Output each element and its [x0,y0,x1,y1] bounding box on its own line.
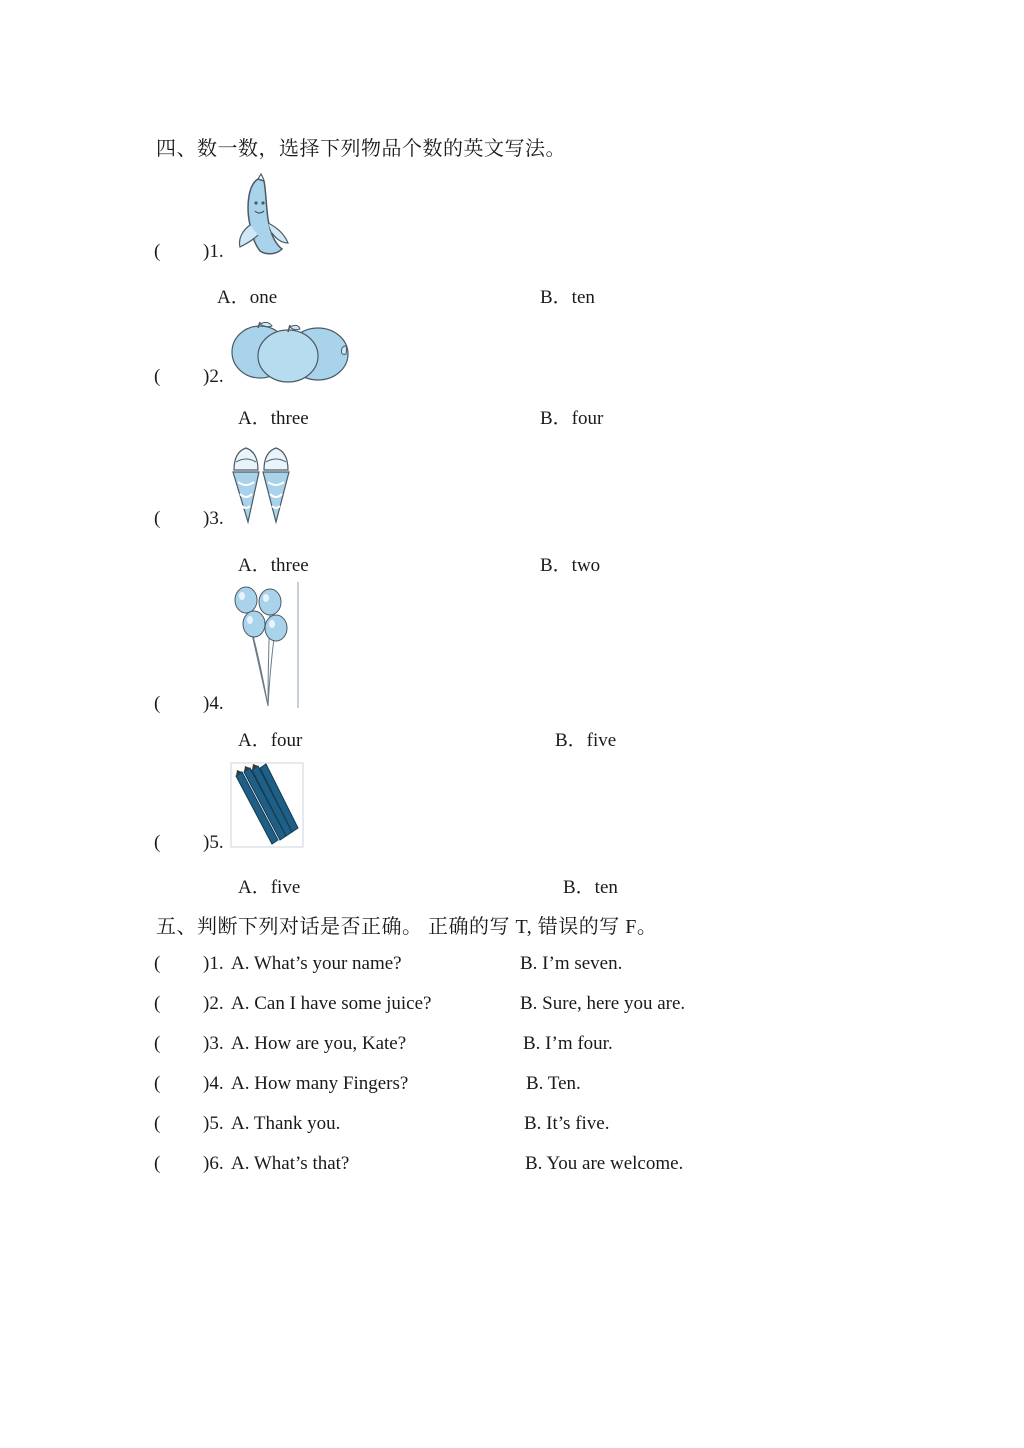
dialogue-a: A. What’s your name? [231,953,402,974]
answer-blank[interactable]: ( [154,508,161,529]
question-number: )2. [203,366,224,387]
dialogue-a: A. How are you, Kate? [231,1033,407,1054]
option-a[interactable]: A．one [217,287,278,308]
row-number: )4. [203,1073,224,1094]
ice-creams-icon [230,444,296,526]
dialogue-a: A. How many Fingers? [231,1073,409,1094]
dialogue-b: B. You are welcome. [525,1153,684,1174]
answer-blank[interactable]: ( [154,366,161,387]
answer-blank[interactable]: ( [154,1113,161,1134]
answer-blank[interactable]: ( [154,693,161,714]
option-a[interactable]: A．four [238,730,303,751]
option-b[interactable]: B．four [540,408,604,429]
answer-blank[interactable]: ( [154,1153,161,1174]
option-b[interactable]: B．ten [540,287,595,308]
pencils-icon [230,762,304,848]
option-a[interactable]: A．three [238,408,309,429]
row-number: )5. [203,1113,224,1134]
question-number: )1. [203,241,224,262]
section-4-title: 四、数一数，选择下列物品个数的英文写法。 [156,138,566,160]
question-number: )5. [203,832,224,853]
dialogue-a: A. What’s that? [231,1153,350,1174]
option-a[interactable]: A．five [238,877,301,898]
answer-blank[interactable]: ( [154,993,161,1014]
answer-blank[interactable]: ( [154,832,161,853]
row-number: )2. [203,993,224,1014]
dialogue-b: B. It’s five. [524,1113,610,1134]
option-b[interactable]: B．ten [563,877,618,898]
question-number: )4. [203,693,224,714]
answer-blank[interactable]: ( [154,953,161,974]
dialogue-b: B. I’m four. [523,1033,613,1054]
answer-blank[interactable]: ( [154,241,161,262]
row-number: )1. [203,953,224,974]
question-number: )3. [203,508,224,529]
option-b[interactable]: B．five [555,730,617,751]
option-a[interactable]: A．three [238,555,309,576]
section-5-title: 五、判断下列对话是否正确。 正确的写 T, 错误的写 F。 [156,916,658,938]
dialogue-a: A. Can I have some juice? [231,993,432,1014]
answer-blank[interactable]: ( [154,1073,161,1094]
dialogue-b: B. I’m seven. [520,953,623,974]
dialogue-b: B. Sure, here you are. [520,993,686,1014]
dialogue-b: B. Ten. [526,1073,581,1094]
option-b[interactable]: B．two [540,555,601,576]
row-number: )6. [203,1153,224,1174]
answer-blank[interactable]: ( [154,1033,161,1054]
balloons-icon [230,580,304,710]
banana-icon [230,173,292,258]
dialogue-a: A. Thank you. [231,1113,341,1134]
row-number: )3. [203,1033,224,1054]
apples-icon [230,318,350,384]
